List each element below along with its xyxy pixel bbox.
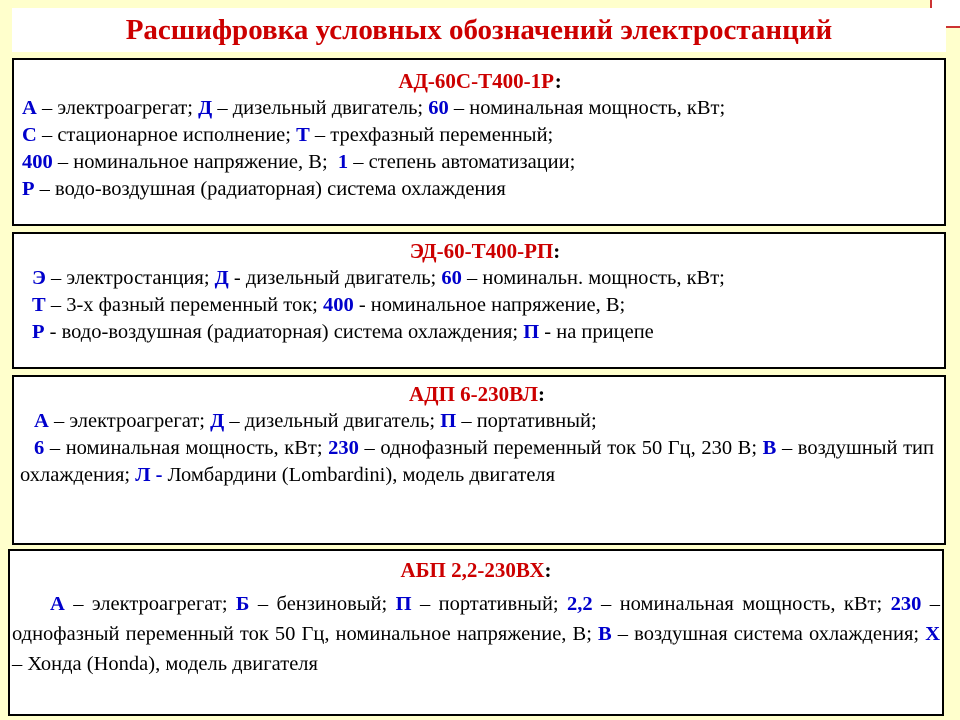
key-term: Б [235, 593, 250, 615]
definition: – номинальное напряжение, В; [52, 151, 338, 173]
code-label: АБП 2,2-230ВХ [400, 558, 545, 582]
definition: – номинальная мощность, кВт; [44, 437, 329, 459]
key-term: А [50, 593, 65, 615]
definition: – дизельный двигатель; [224, 410, 441, 432]
key-term: Х [925, 623, 940, 645]
block-adp6 [12, 375, 946, 545]
key-term: В [762, 437, 777, 459]
text-line [32, 265, 938, 292]
key-term: А [22, 97, 37, 119]
title-bar [12, 8, 946, 52]
definition: – портативный; [411, 593, 568, 615]
key-term: 230 [328, 437, 359, 459]
key-term: 60 [441, 267, 462, 289]
block-ed60 [12, 232, 946, 369]
text-line [20, 408, 934, 435]
definition: – стационарное исполнение; [36, 124, 297, 146]
definition: – бензиновый; [249, 593, 396, 615]
key-term: 230 [890, 593, 922, 615]
key-term: А [34, 410, 49, 432]
definition: – дизельный двигатель; [212, 97, 429, 119]
definition: – номинальная мощность, кВт; [448, 97, 726, 119]
definition: – 3-х фазный переменный ток; [45, 294, 323, 316]
text-line [22, 95, 938, 122]
page-title: Расшифровка условных обозначений электростанций [125, 13, 833, 46]
definition: – электроагрегат; [48, 410, 211, 432]
text-line [22, 122, 938, 149]
code-label: ЭД-60-Т400-РП [409, 239, 554, 263]
text-line [32, 292, 938, 319]
definition: - на прицепе [539, 321, 654, 343]
key-term: В [598, 623, 612, 645]
definition: – Хонда (Honda), модель двигателя [12, 653, 318, 675]
key-term: Д [198, 97, 213, 119]
key-term: 60 [428, 97, 449, 119]
key-term: Д [214, 267, 229, 289]
definition: Ломбардини (Lombardini), модель двигателя [162, 464, 556, 486]
definition: – трехфазный переменный; [309, 124, 554, 146]
key-term: 400 [22, 151, 53, 173]
definition: – номинальн. мощность, кВт; [461, 267, 725, 289]
key-term: П [395, 593, 412, 615]
key-term: Д [210, 410, 225, 432]
definition: – однофазный переменный ток 50 Гц, 230 В; [358, 437, 763, 459]
definition: – однофазный переменный ток 50 Гц, номинальное напряжение, В; [12, 593, 940, 645]
block-code: ЭД-60-Т400-РП: [409, 239, 561, 263]
text-paragraph [20, 435, 934, 489]
block-abp22 [8, 549, 944, 716]
block-ad60 [12, 58, 946, 226]
key-term: Т [296, 124, 310, 146]
definition: – воздушная система охлаждения; [611, 623, 926, 645]
code-label: АД-60С-Т400-1Р [398, 69, 555, 93]
key-term: Э [32, 267, 46, 289]
key-term: Т [32, 294, 46, 316]
key-term: 6 [34, 437, 45, 459]
block-code: АДП 6-230ВЛ: [408, 382, 546, 406]
key-term: Р [22, 178, 35, 200]
key-term: С [22, 124, 37, 146]
key-term: 400 [322, 294, 354, 316]
key-term: 2,2 [567, 593, 593, 615]
key-term: П [523, 321, 540, 343]
block-code: АБП 2,2-230ВХ: [400, 558, 552, 582]
key-term: П [440, 410, 457, 432]
definition: – электроагрегат; [64, 593, 236, 615]
code-label: АДП 6-230ВЛ [408, 382, 539, 406]
definition: – воздушный тип охлаждения; [20, 437, 934, 486]
text-line [22, 149, 938, 176]
text-line [22, 176, 938, 203]
definition: – степень автоматизации; [348, 151, 576, 173]
definition: – электростанция; [45, 267, 215, 289]
key-term: Р [32, 321, 45, 343]
text-line [32, 319, 938, 346]
definition: – портативный; [456, 410, 597, 432]
key-term: 1 [337, 151, 349, 173]
definition: - номинальное напряжение, В; [353, 294, 626, 316]
definition: – водо-воздушная (радиаторная) система охлаждения [34, 178, 506, 200]
definition: - водо-воздушная (радиаторная) система охлаждения; [44, 321, 524, 343]
definition: - дизельный двигатель; [228, 267, 442, 289]
text-paragraph [12, 589, 940, 679]
key-term: Л - [135, 464, 163, 486]
definition: – электроагрегат; [36, 97, 199, 119]
block-code: АД-60С-Т400-1Р: [398, 69, 562, 93]
definition: – номинальная мощность, кВт; [592, 593, 891, 615]
